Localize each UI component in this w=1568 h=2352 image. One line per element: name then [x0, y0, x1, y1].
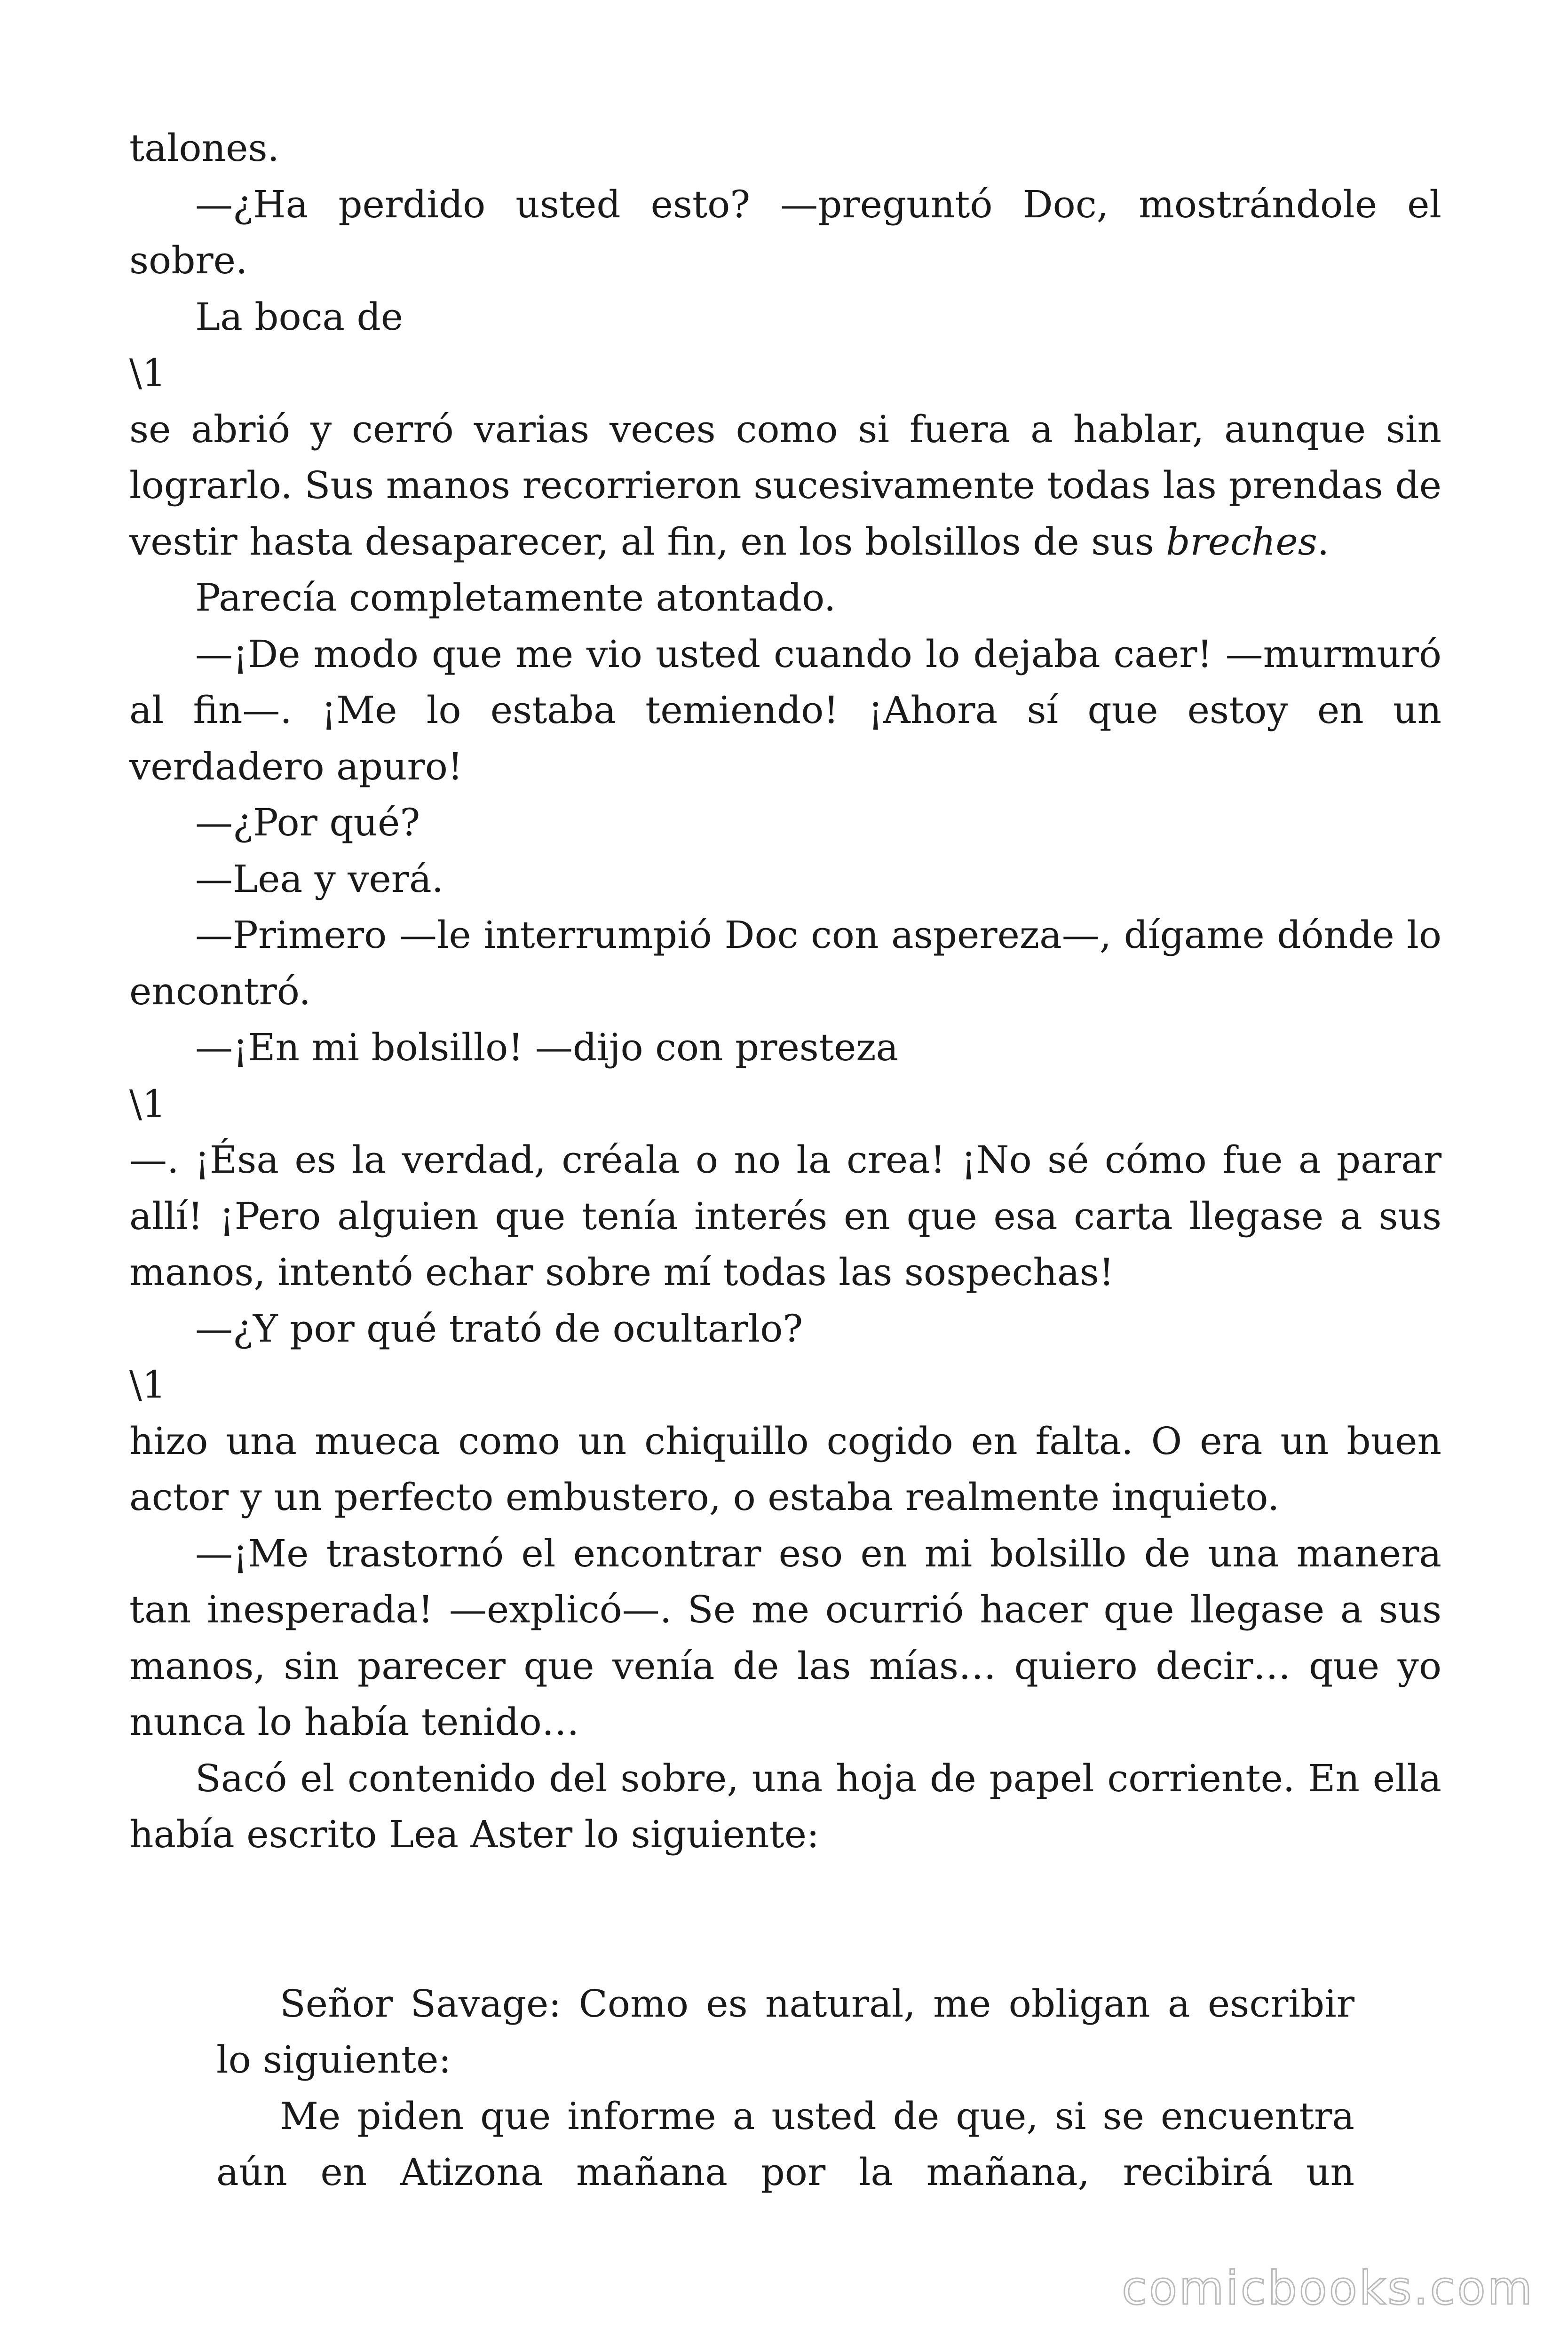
paragraph-text: . [1317, 519, 1330, 564]
letter-paragraph: Señor Savage: Como es natural, me obligan a escribir lo siguiente: [216, 1981, 1354, 2082]
italic-word: breches [1166, 519, 1317, 564]
letter-paragraph: Me piden que informe a usted de que, si se encuentra aún en Atizona mañana por la mañana, recibirá un [216, 2094, 1354, 2194]
paragraph: \1 [129, 1363, 166, 1406]
quoted-letter [216, 1976, 1354, 2201]
paragraph: —¿Por qué? [195, 801, 420, 844]
paragraph: —¿Y por qué trató de ocultarlo? [195, 1306, 803, 1351]
paragraph: \1 [129, 351, 166, 395]
paragraph: —Primero —le interrumpió Doc con aspereza—, dígame dónde lo encontró. [129, 913, 1441, 1013]
paragraph: —¡En mi bolsillo! —dijo con presteza [195, 1025, 899, 1069]
paragraph: —¿Ha perdido usted esto? —preguntó Doc, mostrándole el sobre. [129, 182, 1441, 282]
paragraph: \1 [129, 1081, 166, 1126]
paragraph: talones. [129, 126, 279, 170]
paragraph: —¡De modo que me vio usted cuando lo dejaba caer! —murmuró al fin—. ¡Me lo estaba temiendo! ¡Ahora sí que estoy en un verdadero apuro! [129, 632, 1441, 788]
watermark-text: comicbooks.com [1122, 2262, 1534, 2315]
paragraph-text: se abrió y cerró varias veces como si fuera a hablar, aunque sin lograrlo. Sus manos recorrieron sucesivamente todas las prendas de vestir hasta desaparecer, al fin, en los bolsillos de sus [129, 407, 1441, 564]
paragraph: Sacó el contenido del sobre, una hoja de papel corriente. En ella había escrito Lea Aster lo siguiente: [129, 1756, 1441, 1856]
paragraph: —. ¡Ésa es la verdad, créala o no la crea! ¡No sé cómo fue a parar allí! ¡Pero alguien que tenía interés en que esa carta llegase a sus manos, intentó echar sobre mí todas las sospechas! [129, 1138, 1441, 1294]
section-gap [129, 1863, 1441, 1976]
paragraph: hizo una mueca como un chiquillo cogido en falta. O era un buen actor y un perfecto embustero, o estaba realmente inquieto. [129, 1419, 1441, 1519]
paragraph: —¡Me trastornó el encontrar eso en mi bolsillo de una manera tan inesperada! —explicó—. Se me ocurrió hacer que llegase a sus manos, sin parecer que venía de las mías… quiero decir… que yo nunca lo había tenido… [129, 1531, 1441, 1744]
paragraph [129, 401, 1441, 570]
paragraph: —Lea y verá. [195, 857, 444, 901]
page-content [129, 120, 1441, 2201]
paragraph: Parecía completamente atontado. [195, 576, 836, 620]
paragraph: La boca de [195, 294, 404, 339]
